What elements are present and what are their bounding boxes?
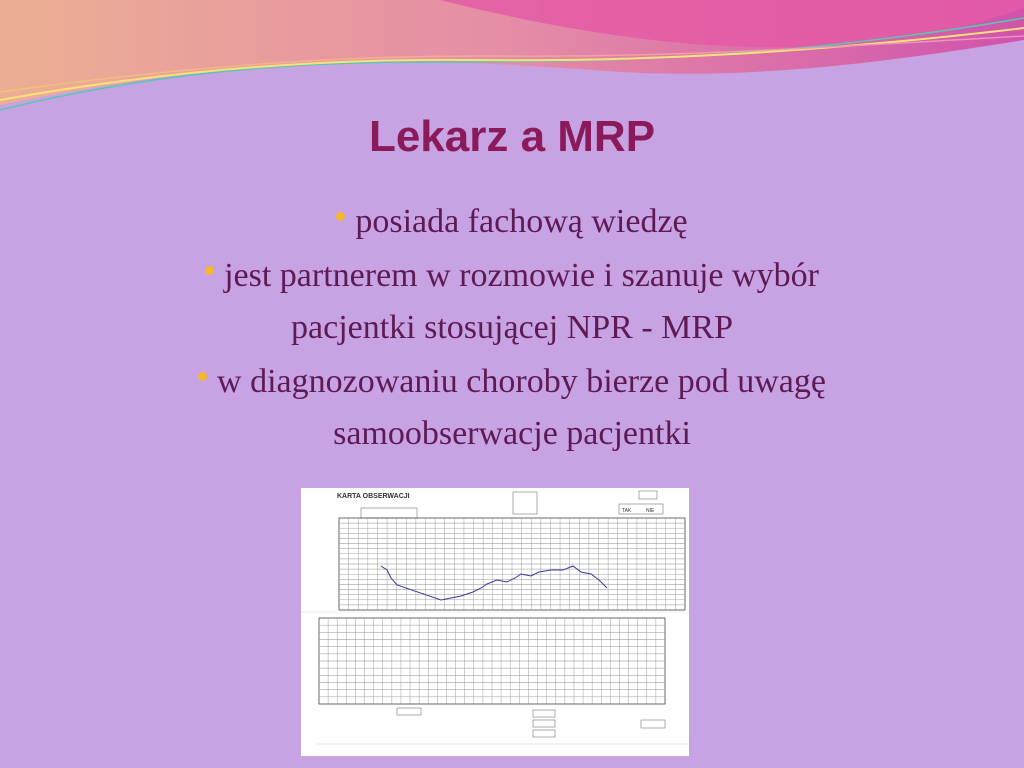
bullet-text: jest partnerem w rozmowie i szanuje wybór pacjentki stosującej NPR - MRP [224,257,819,346]
card-heading: KARTA OBSERWACJI [337,493,410,500]
card-answer-no: NIE [646,508,655,514]
bullet-icon [336,212,345,221]
observation-card-scan [301,488,689,756]
bullet-item [150,196,874,248]
card-answer-yes: TAK [622,508,632,514]
bullet-item [150,250,874,354]
bullet-list [150,196,874,462]
bullet-item [150,356,874,460]
slide-title: Lekarz a MRP [368,112,656,161]
bullet-text: posiada fachową wiedzę [355,203,688,240]
bullet-text: w diagnozowaniu choroby bierze pod uwagę samoobserwacje pacjentki [217,363,826,452]
observation-card-image [301,488,689,756]
bullet-icon [205,266,214,275]
bullet-icon [198,372,207,381]
